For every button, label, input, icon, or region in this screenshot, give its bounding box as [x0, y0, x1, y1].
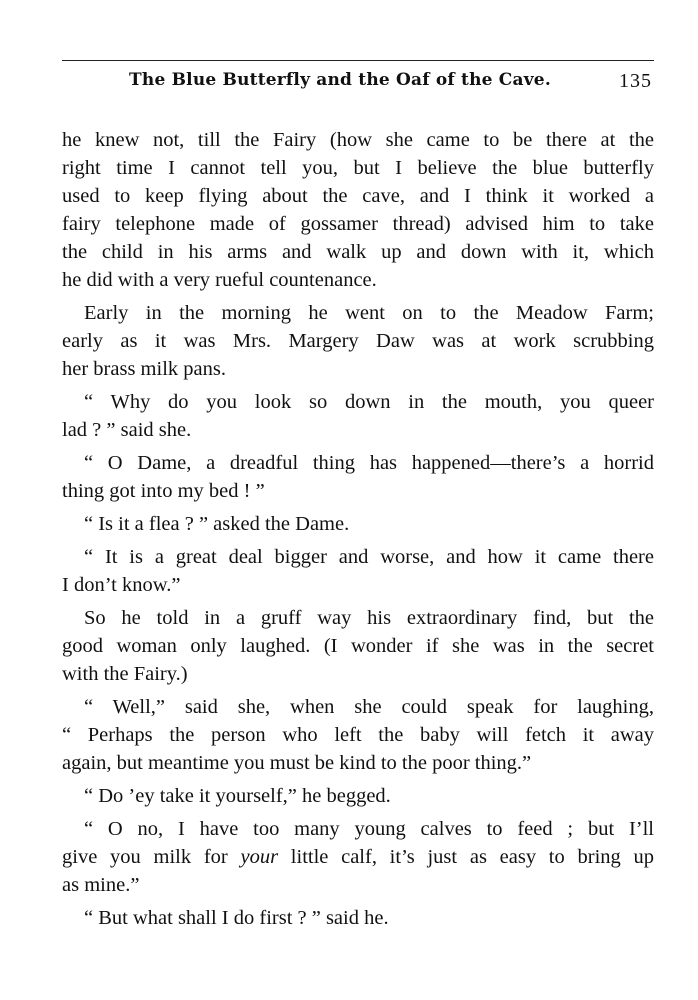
- emphasized-word: your: [240, 846, 279, 868]
- text-line: “ Why do you look so down in the mouth, you queer: [84, 391, 654, 413]
- text-line: as mine.”: [62, 874, 140, 896]
- running-title: The Blue Butterfly and the Oaf of the Cave.: [129, 70, 551, 90]
- text-line: used to keep flying about the cave, and I think it worked a: [62, 185, 654, 207]
- text-line: “ Do ’ey take it yourself,” he begged.: [84, 785, 391, 807]
- text-line: “ O Dame, a dreadful thing has happened—there’s a horrid: [84, 452, 654, 474]
- text-line: the child in his arms and walk up and down with it, which: [62, 241, 654, 263]
- text-line: right time I cannot tell you, but I believe the blue butterfly: [62, 157, 654, 179]
- text-line: her brass milk pans.: [62, 358, 226, 380]
- text-line: “ Well,” said she, when she could speak for laughing,: [84, 696, 654, 718]
- text-fragment: little calf, it’s just as easy to bring up: [278, 846, 654, 868]
- text-line: with the Fairy.): [62, 663, 188, 685]
- text-line: Early in the morning he went on to the Meadow Farm;: [84, 302, 654, 324]
- body-text: [62, 126, 654, 932]
- text-line: lad ? ” said she.: [62, 419, 192, 441]
- text-line: he knew not, till the Fairy (how she came to be there at the: [62, 129, 654, 151]
- text-line: “ Perhaps the person who left the baby will fetch it away: [62, 724, 654, 746]
- text-line: “ Is it a flea ? ” asked the Dame.: [84, 513, 350, 535]
- text-line: fairy telephone made of gossamer thread) advised him to take: [62, 213, 654, 235]
- text-line: he did with a very rueful countenance.: [62, 269, 377, 291]
- text-fragment: give you milk for: [62, 846, 241, 868]
- text-line: good woman only laughed. (I wonder if she was in the secret: [62, 635, 654, 657]
- text-line: thing got into my bed ! ”: [62, 480, 265, 502]
- text-line: I don’t know.”: [62, 574, 181, 596]
- text-line: “ O no, I have too many young calves to feed ; but I’ll: [84, 818, 654, 840]
- text-line: “ It is a great deal bigger and worse, and how it came there: [84, 546, 654, 568]
- page-number: 135: [619, 70, 652, 92]
- text-line: again, but meantime you must be kind to the poor thing.”: [62, 752, 532, 774]
- text-line: So he told in a gruff way his extraordinary find, but the: [84, 607, 654, 629]
- header-rule: [62, 60, 654, 61]
- text-line: [62, 843, 654, 871]
- text-line: early as it was Mrs. Margery Daw was at work scrubbing: [62, 330, 654, 352]
- text-line: “ But what shall I do first ? ” said he.: [84, 907, 389, 929]
